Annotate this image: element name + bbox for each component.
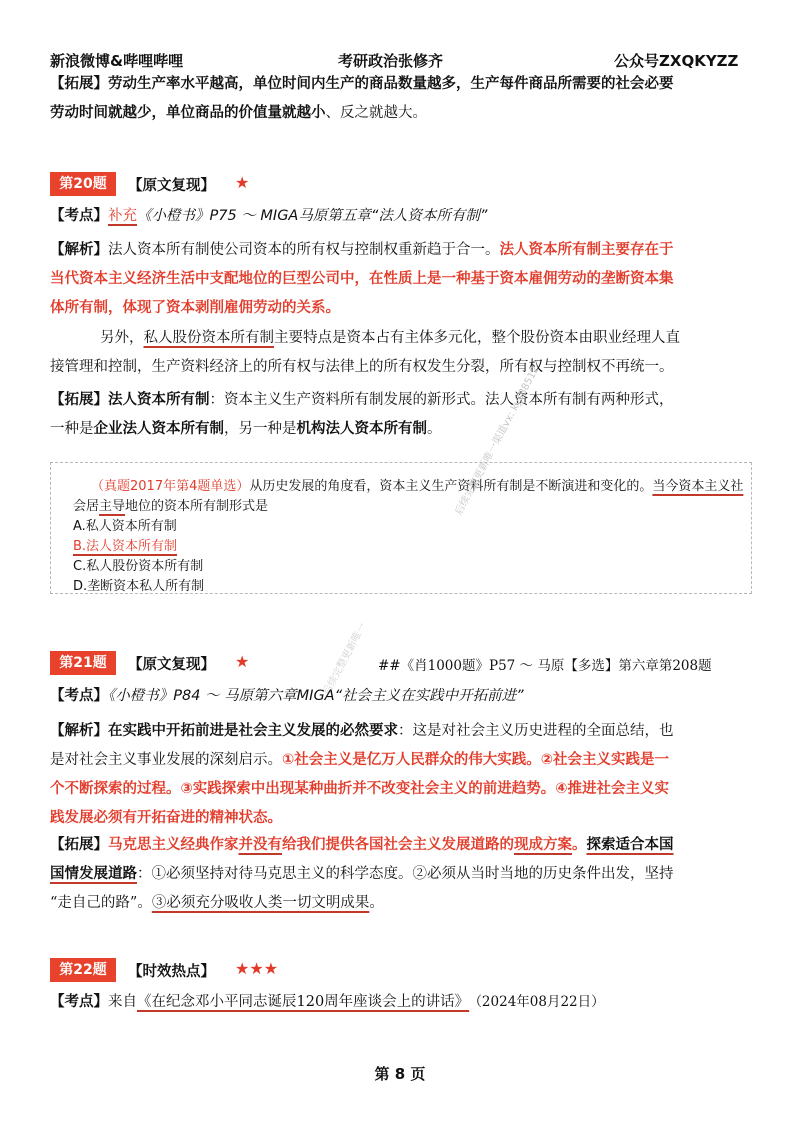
- q22-kd-date: （2024年08月22日）: [475, 994, 605, 1010]
- watermark: 后续完整更新唯一渠道vx: kys88512: [453, 364, 542, 518]
- top-extension: [50, 70, 752, 128]
- q22-type: 【时效热点】: [128, 964, 215, 980]
- q21-kaodian: [50, 682, 752, 711]
- q21-jx-b: 是对社会主义事业发展的深刻启示。: [50, 752, 282, 768]
- exam-stem-1-underline: 当今资本主义社: [652, 479, 744, 494]
- exam-box: [50, 462, 752, 594]
- q20-tag: 第20题: [50, 172, 116, 196]
- q20-tz-c: 企业法人资本所有制: [93, 421, 224, 437]
- header-center: 考研政治张修齐: [338, 52, 444, 70]
- q21-tag: 第21题: [50, 651, 116, 675]
- exam-stem-2a: 会居: [73, 499, 100, 514]
- q20-kd-text: 《小橙书》P75 ～ MIGA马原第五章“法人资本所有制”: [137, 208, 488, 224]
- q20-tz-bold: 法人资本所有制: [108, 392, 210, 408]
- q21-jx-bold: 在实践中开拓前进是社会主义发展的必然要求: [108, 723, 398, 739]
- q21-ref: ##《肖1000题》P57 ～ 马原【多选】第六章第208题: [378, 658, 712, 674]
- top-text-1: 劳动生产率水平越高，单位时间内生产的商品数量越多，生产每件商品所需要的社会必要: [108, 76, 674, 92]
- q20-tz-d: ，另一种是: [224, 421, 297, 437]
- q21-tuozhan: [50, 831, 752, 918]
- q21-tz-s1: ：①必须坚持对待马克思主义的科学态度。②必须从当时当地的历史条件出发，坚持: [137, 866, 674, 882]
- q20-jx-label: 【解析】: [50, 242, 108, 258]
- header-right: 公众号ZXQKYZZ: [614, 52, 739, 70]
- q20-p2-underline: 私人股份资本所有制: [143, 330, 274, 346]
- exam-option-a: A.私人资本所有制: [73, 519, 177, 534]
- q21-jx-d: 个不断探索的过程。③实践探索中出现某种曲折并不改变社会主义的前进趋势。④推进社会主义实: [50, 781, 670, 797]
- exam-stem-2b: 地位的资本所有制形式是: [125, 499, 269, 514]
- q21-jiexi: [50, 717, 752, 833]
- q22-kd-underline: 《在纪念邓小平同志诞辰120周年座谈会上的讲话》: [137, 994, 470, 1010]
- q21-tz-s3: ③必须充分吸收人类一切文明成果: [151, 895, 370, 911]
- q20-paragraph-2: [50, 324, 752, 382]
- exam-option-c: C.私人股份资本所有制: [73, 559, 204, 574]
- exam-stem-2-underline: 主导: [99, 499, 126, 514]
- q20-tz-f: 。: [427, 421, 442, 437]
- q21-kd-text: 《小橙书》P84 ～ 马原第六章MIGA“社会主义在实践中开拓前进”: [108, 688, 524, 704]
- q20-stars: ★: [235, 173, 250, 192]
- q21-tz-r4: 现成方案: [514, 837, 572, 853]
- q21-tz-s2: “走自己的路”。: [50, 895, 152, 911]
- q20-tz-b: 一种是: [50, 421, 94, 437]
- q21-stars: ★: [235, 652, 250, 671]
- top-text-2: 劳动时间就越少，单位商品的价值量就越小: [50, 105, 326, 121]
- exam-source: （真题2017年第4题单选）: [91, 479, 250, 494]
- q20-tuozhan: [50, 386, 752, 444]
- q20-tz-a: ：资本主义生产资料所有制发展的新形式。法人资本所有制有两种形式，: [209, 392, 674, 408]
- q22-tag: 第22题: [50, 958, 116, 982]
- q22-stars: ★★★: [235, 959, 279, 978]
- q20-tz-e: 机构法人资本所有制: [296, 421, 427, 437]
- q21-tz-s4: 。: [369, 895, 384, 911]
- q21-type: 【原文复现】: [128, 657, 215, 673]
- q21-jx-c: ①社会主义是亿万人民群众的伟大实践。②社会主义实践是一: [282, 752, 670, 768]
- q22-kd-a: 来自: [108, 994, 137, 1010]
- page-number: 第 8 页: [374, 1065, 426, 1083]
- q20-kd-supp: 补充: [108, 208, 137, 224]
- q21-tz-label: 【拓展】: [50, 837, 108, 853]
- q21-tz-r3: 给我们提供各国社会主义发展道路的: [282, 837, 514, 853]
- q20-p2-a: 另外，: [100, 330, 144, 346]
- q20-p2-c: 接管理和控制，生产资料经济上的所有权与法律上的所有权发生分裂，所有权与控制权不再统一。: [50, 359, 674, 375]
- exam-stem-1: 从历史发展的角度看，资本主义生产资料所有制是不断演进和变化的。: [249, 479, 653, 494]
- q21-tz-b1: 探索适合本国: [586, 837, 674, 853]
- exam-option-b: B.法人资本所有制: [73, 539, 178, 554]
- exam-option-d: D.垄断资本私人所有制: [73, 579, 205, 594]
- header-left: 新浪微博&哔哩哔哩: [50, 52, 184, 70]
- q21-kd-label: 【考点】: [50, 688, 108, 704]
- top-text-3: 、反之就越大。: [325, 105, 427, 121]
- q21-tz-r1: 马克思主义经典作家: [108, 837, 239, 853]
- q20-type: 【原文复现】: [128, 178, 215, 194]
- q20-tz-label: 【拓展】: [50, 392, 108, 408]
- q21-tz-r5: 。: [572, 837, 587, 853]
- q21-jx-label: 【解析】: [50, 723, 108, 739]
- q21-tz-b2: 国情发展道路: [50, 866, 137, 882]
- q20-jx-plain: 法人资本所有制使公司资本的所有权与控制权重新趋于合一。: [108, 242, 500, 258]
- q20-jx-red-3: 体所有制，体现了资本剥削雇佣劳动的关系。: [50, 300, 340, 316]
- q20-jx-red-2: 当代资本主义经济生活中支配地位的巨型公司中，在性质上是一种基于资本雇佣劳动的垄断资本集: [50, 271, 674, 287]
- q20-kd-label: 【考点】: [50, 208, 108, 224]
- q20-jiexi: [50, 236, 752, 323]
- q21-jx-e: 践发展必须有开拓奋进的精神状态。: [50, 810, 282, 826]
- q22-kaodian: [50, 988, 752, 1017]
- q20-kaodian: [50, 202, 752, 231]
- top-label: 【拓展】: [50, 76, 108, 92]
- q20-p2-b: 主要特点是资本占有主体多元化，整个股份资本由职业经理人直: [274, 330, 680, 346]
- q20-jx-red-1: 法人资本所有制主要存在于: [499, 242, 674, 258]
- q21-tz-r2: 并没有: [238, 837, 282, 853]
- q22-kd-label: 【考点】: [50, 994, 108, 1010]
- watermark-2: 后续完整更新唯一: [321, 621, 369, 698]
- q21-jx-a: ：这是对社会主义历史进程的全面总结，也: [398, 723, 674, 739]
